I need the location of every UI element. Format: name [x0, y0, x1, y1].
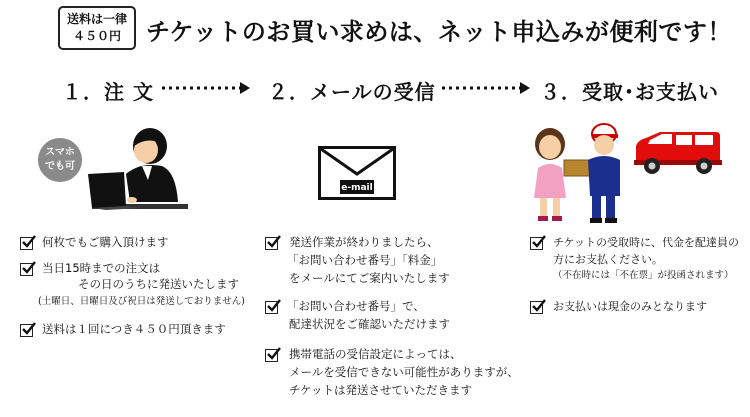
col2-item1-line3: をメールにてご案内いたします — [289, 271, 450, 285]
col1-item2-line1: 当日15時までの注文は — [42, 261, 161, 275]
col3-item1-line1: チケットの受取時に、代金を配達員の — [553, 236, 740, 249]
checkbox-checked-icon — [20, 263, 33, 276]
col3-item2: お支払いは現金のみとなります — [553, 300, 707, 313]
email-label: e-mail — [341, 183, 373, 193]
person-laptop-icon — [82, 122, 192, 222]
checkbox-checked-icon — [265, 237, 278, 250]
col3-item1-note: （不在時には「不在票」が投函されます） — [553, 270, 734, 281]
col2-item1-line1: 発送作業が終わりましたら、 — [289, 235, 439, 249]
col2-item2-line2: 配達状況をご確認いただけます — [289, 317, 450, 331]
shipping-fee-badge — [58, 6, 136, 50]
page-title: チケットのお買い求めは、ネット申込みが便利です！ — [146, 18, 732, 46]
col1-item2-note: (土曜日、日曜日及び祝日は発送しておりません) — [38, 296, 245, 307]
col2-item3-line3: チケットは発送させていただきます — [289, 383, 472, 397]
col2-item1-line2: 「お問い合わせ番号」｢料金｣ — [287, 253, 437, 267]
col1-item1: 何枚でもご購入頂けます — [42, 235, 169, 249]
col2-item3-line2: メールを受信できない可能性がありますが、 — [289, 365, 519, 379]
step-3-receive-pay: ３．受取･お支払い — [540, 80, 719, 104]
col1-item2-line2: その日のうちに発送いたします — [78, 277, 239, 291]
checkbox-checked-icon — [530, 237, 543, 250]
col3-item1-line2: 方にお支払ください。 — [553, 253, 663, 266]
col2-item2-line1: 「お問い合わせ番号」で、 — [287, 299, 425, 313]
delivery-van-icon — [632, 128, 722, 176]
smartphone-badge-line1: スマホ — [45, 147, 75, 158]
badge-line2: ４５０円 — [72, 29, 121, 43]
smartphone-badge-line2: でも可 — [45, 161, 75, 172]
delivery-handover-icon — [520, 118, 630, 226]
badge-line1: 送料は一律 — [66, 12, 127, 26]
dotted-arrow-1-icon — [160, 78, 252, 98]
step-1-order: １．注 文 — [62, 80, 154, 104]
dotted-arrow-2-icon — [440, 78, 532, 98]
checkbox-checked-icon — [265, 301, 278, 314]
col1-item3: 送料は１回につき４５０円頂きます — [42, 322, 226, 336]
checkbox-checked-icon — [530, 301, 543, 314]
smartphone-ok-badge — [38, 138, 82, 182]
checkbox-checked-icon — [20, 237, 33, 250]
checkbox-checked-icon — [265, 349, 278, 362]
col2-item3-line1: 携帯電話の受信設定によっては、 — [289, 347, 462, 361]
step-2-email: ２．メールの受信 — [268, 80, 436, 104]
checkbox-checked-icon — [20, 324, 33, 337]
